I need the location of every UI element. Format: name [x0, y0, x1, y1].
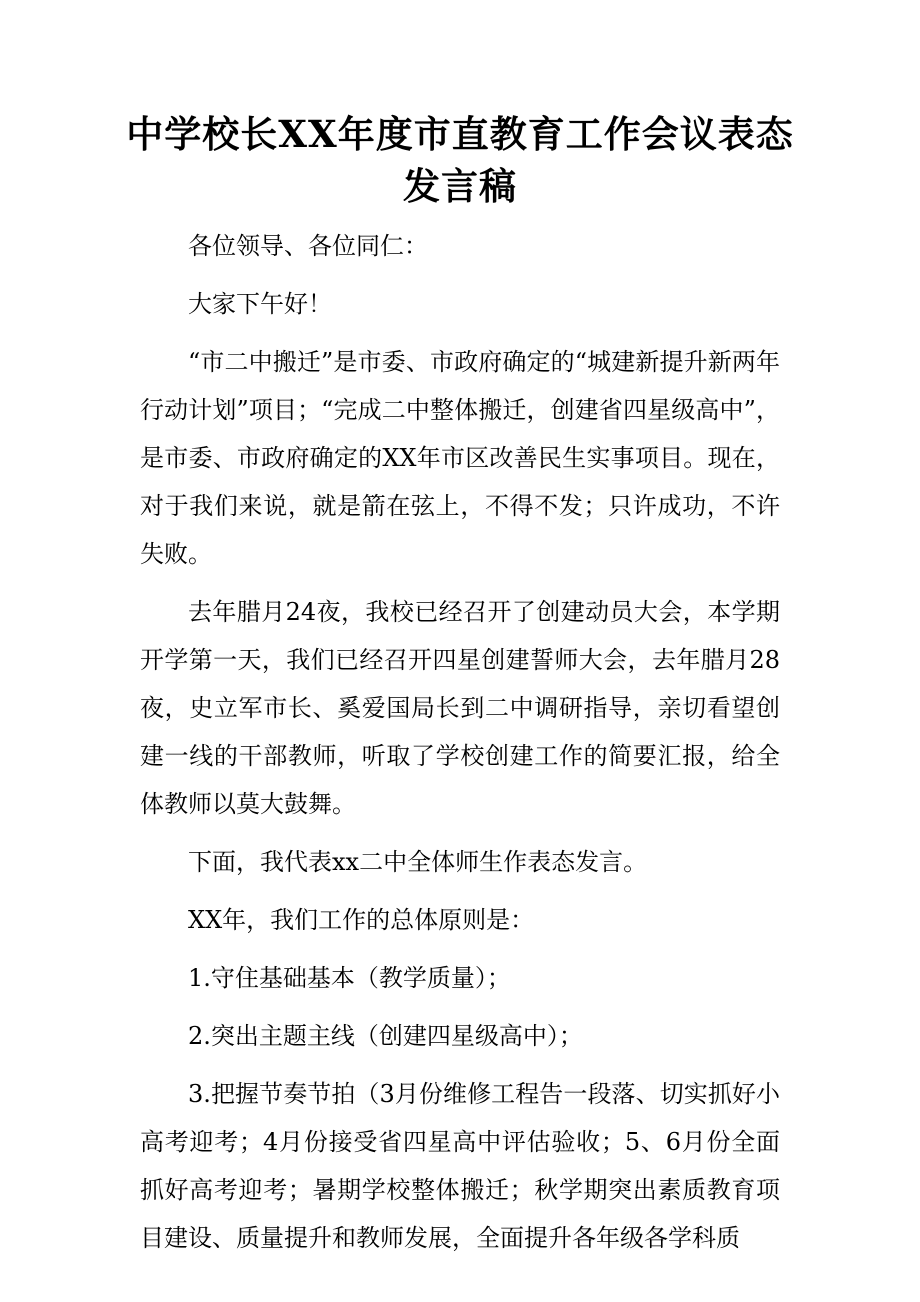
- paragraph-greeting: 各位领导、各位同仁：: [188, 232, 428, 260]
- list-item-1: 1.守住基础基本（教学质量）；: [188, 964, 511, 992]
- list-item-2: 2.突出主题主线（创建四星级高中）；: [188, 1022, 583, 1050]
- document-title: 中学校长XX年度市直教育工作会议表态发言稿: [126, 112, 794, 208]
- paragraph-principles: XX年，我们工作的总体原则是：: [188, 906, 535, 934]
- paragraph-statement: 下面，我代表xx二中全体师生作表态发言。: [188, 848, 648, 876]
- list-item-3: 3.把握节奏节拍（3月份维修工程告一段落、切实抓好小高考迎考；4月份接受省四星高中评估验收；5、6月份全面抓好高考迎考；暑期学校整体搬迁；秋学期突出素质教育项目建设、质量提升和教师发展，全面提升各年级各学科质: [140, 1080, 780, 1252]
- paragraph-salutation: 大家下午好！: [188, 290, 332, 318]
- paragraph-relocation: “市二中搬迁”是市委、市政府确定的“城建新提升新两年行动计划”项目；“完成二中整体搬迁，创建省四星级高中”，是市委、市政府确定的XX年市区改善民生实事项目。现在，对于我们来说，就是箭在弦上，不得不发；只许成功，不许失败。: [140, 348, 780, 568]
- paragraph-meetings: 去年腊月24夜，我校已经召开了创建动员大会，本学期开学第一天，我们已经召开四星创建誓师大会，去年腊月28夜，史立军市长、奚爱国局长到二中调研指导，亲切看望创建一线的干部教师，听取了学校创建工作的简要汇报，给全体教师以莫大鼓舞。: [140, 598, 780, 818]
- document-body: [140, 222, 780, 1272]
